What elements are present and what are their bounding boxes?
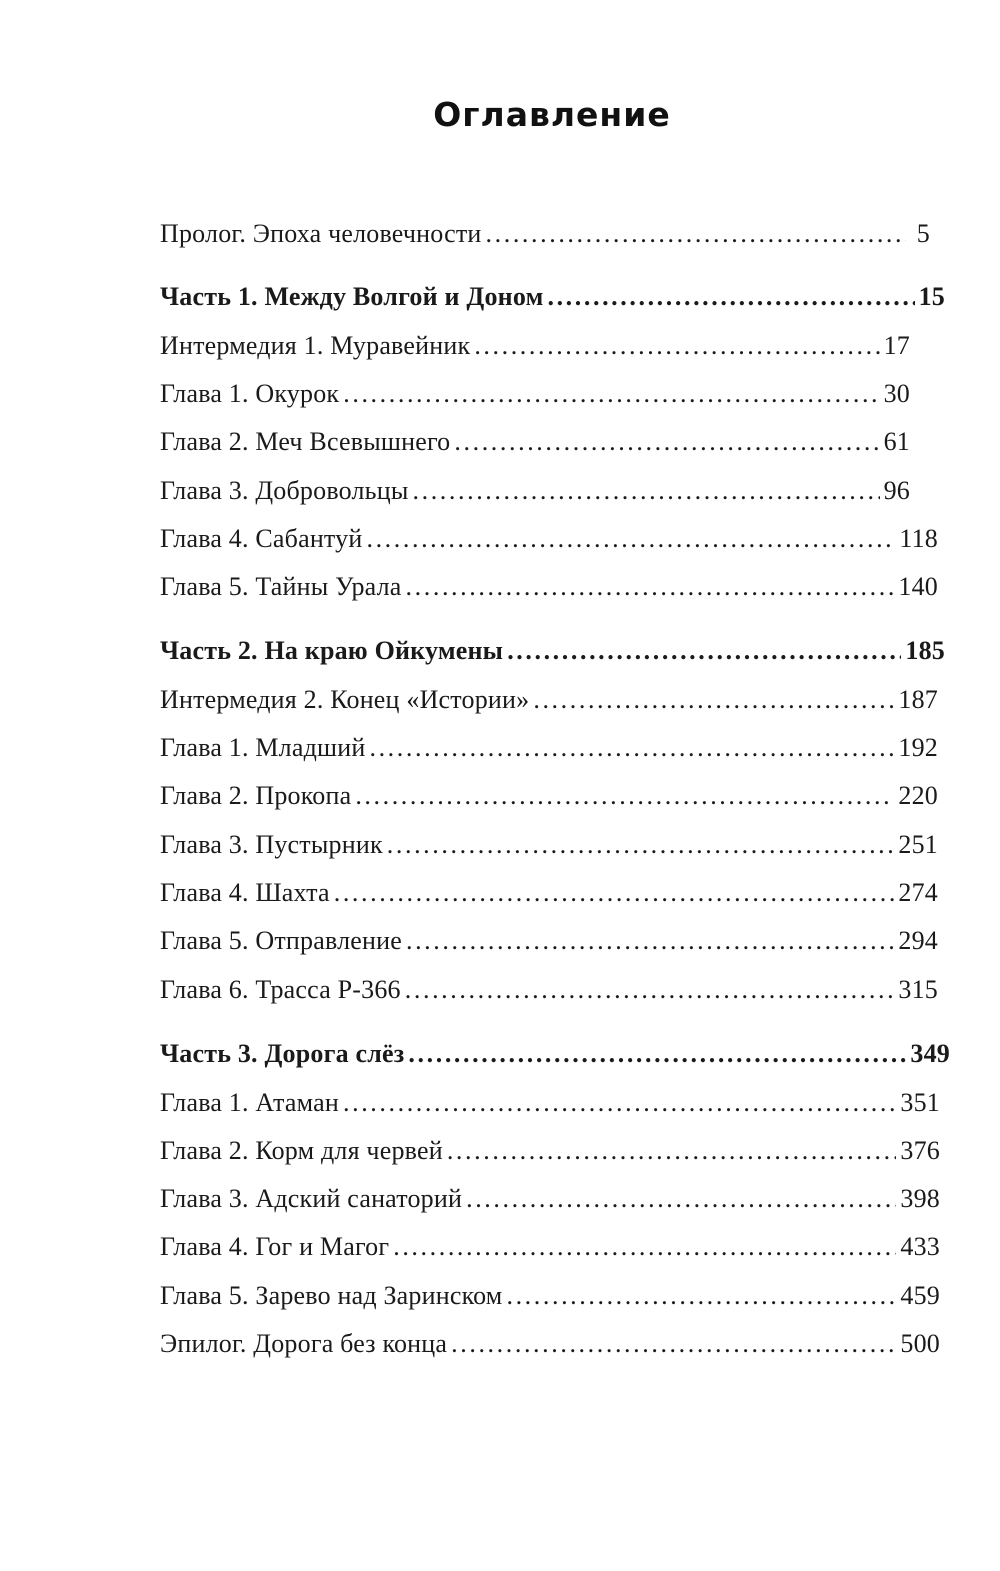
toc-entry-title: Глава 6. Трасса Р-366	[160, 975, 401, 1004]
toc-entry	[160, 779, 938, 813]
toc-entry-page-number: 274	[898, 878, 938, 907]
toc-entry	[160, 1279, 940, 1313]
dot-leader	[406, 570, 895, 604]
toc-entry	[160, 731, 938, 765]
dot-leader	[447, 1134, 897, 1168]
toc-entry-title: Глава 4. Шахта	[160, 878, 330, 907]
dot-leader	[486, 217, 906, 251]
toc-entry	[160, 329, 910, 363]
dot-leader	[369, 731, 894, 765]
toc-entry-page-number: 220	[898, 781, 938, 810]
dot-leader	[451, 1327, 896, 1361]
dot-leader	[393, 1230, 896, 1264]
toc-entry-page-number: 192	[898, 733, 938, 762]
toc-entry	[160, 1182, 940, 1216]
toc-entry	[160, 217, 930, 251]
toc-entry-title: Глава 5. Зарево над Заринском	[160, 1281, 503, 1310]
toc-part-entry	[160, 280, 945, 314]
toc-entry-title: Глава 1. Атаман	[160, 1088, 339, 1117]
toc-entry	[160, 474, 910, 508]
dot-leader	[408, 1037, 906, 1071]
dot-leader	[343, 377, 879, 411]
toc-entry-page-number: 294	[898, 926, 938, 955]
toc-entry	[160, 1230, 940, 1264]
toc-entry-page-number: 433	[900, 1232, 940, 1261]
toc-entry-page-number: 187	[898, 685, 938, 714]
toc-entry-page-number: 398	[900, 1184, 940, 1213]
toc-entry	[160, 377, 910, 411]
toc-entry-title: Интермедия 2. Конец «Истории»	[160, 685, 530, 714]
toc-entry-page-number: 351	[900, 1088, 940, 1117]
toc-entry	[160, 1327, 940, 1361]
toc-entry	[160, 876, 938, 910]
toc-entry-title: Глава 1. Окурок	[160, 379, 340, 408]
dot-leader	[343, 1086, 896, 1120]
toc-entry-title: Глава 3. Пустырник	[160, 830, 383, 859]
toc-entry-title: Глава 2. Прокопа	[160, 781, 352, 810]
toc-entry-title: Глава 5. Отправление	[160, 926, 402, 955]
toc-entry-page-number: 251	[898, 830, 938, 859]
toc-entry-title: Часть 3. Дорога слёз	[160, 1039, 405, 1068]
toc-entry-title: Часть 1. Между Волгой и Доном	[160, 282, 544, 311]
toc-entry	[160, 683, 938, 717]
toc-part-entry	[160, 634, 945, 668]
toc-entry-page-number: 17	[883, 331, 910, 360]
toc-entry-page-number: 459	[900, 1281, 940, 1310]
dot-leader	[466, 1182, 896, 1216]
toc-entry-title: Глава 3. Адский санаторий	[160, 1184, 463, 1213]
toc-entry-page-number: 500	[900, 1329, 940, 1358]
dot-leader	[533, 683, 894, 717]
toc-entry-page-number: 185	[905, 636, 945, 665]
toc-entry-title: Эпилог. Дорога без конца	[160, 1329, 448, 1358]
toc-entry-title: Глава 5. Тайны Урала	[160, 572, 402, 601]
toc-entry-page-number: 15	[918, 282, 945, 311]
toc-entry	[160, 1134, 940, 1168]
dot-leader	[454, 425, 879, 459]
toc-entry	[160, 1086, 940, 1120]
toc-entry-title: Интермедия 1. Муравейник	[160, 331, 471, 360]
page-title: Оглавление	[433, 95, 671, 134]
toc-entry-page-number: 376	[900, 1136, 940, 1165]
toc-entry	[160, 924, 938, 958]
dot-leader	[507, 634, 901, 668]
dot-leader	[547, 280, 914, 314]
dot-leader	[334, 876, 895, 910]
toc-entry-title: Глава 4. Гог и Магог	[160, 1232, 390, 1261]
toc-entry-page-number: 349	[910, 1039, 950, 1068]
dot-leader	[366, 522, 895, 556]
toc-entry-page-number: 140	[898, 572, 938, 601]
dot-leader	[387, 828, 895, 862]
toc-entry	[160, 522, 938, 556]
dot-leader	[405, 973, 895, 1007]
toc-entry-title: Глава 2. Корм для червей	[160, 1136, 443, 1165]
dot-leader	[406, 924, 894, 958]
toc-entry-title: Глава 2. Меч Всевышнего	[160, 427, 451, 456]
toc-entry	[160, 828, 938, 862]
toc-entry	[160, 973, 938, 1007]
dot-leader	[413, 474, 880, 508]
toc-entry-title: Глава 1. Младший	[160, 733, 366, 762]
toc-entry-page-number: 5	[916, 219, 930, 248]
toc-entry-page-number: 96	[883, 476, 910, 505]
toc-part-entry	[160, 1037, 950, 1071]
dot-leader	[474, 329, 879, 363]
dot-leader	[355, 779, 894, 813]
toc-entry-title: Глава 4. Сабантуй	[160, 524, 363, 553]
toc-entry-title: Глава 3. Добровольцы	[160, 476, 409, 505]
toc-entry	[160, 570, 938, 604]
toc-entry-page-number: 315	[898, 975, 938, 1004]
toc-entry	[160, 425, 910, 459]
dot-leader	[506, 1279, 896, 1313]
toc-entry-title: Часть 2. На краю Ойкумены	[160, 636, 504, 665]
toc-entry-page-number: 118	[899, 524, 938, 553]
toc-entry-title: Пролог. Эпоха человечности	[160, 219, 482, 248]
toc-entry-page-number: 61	[883, 427, 910, 456]
toc-entry-page-number: 30	[883, 379, 910, 408]
